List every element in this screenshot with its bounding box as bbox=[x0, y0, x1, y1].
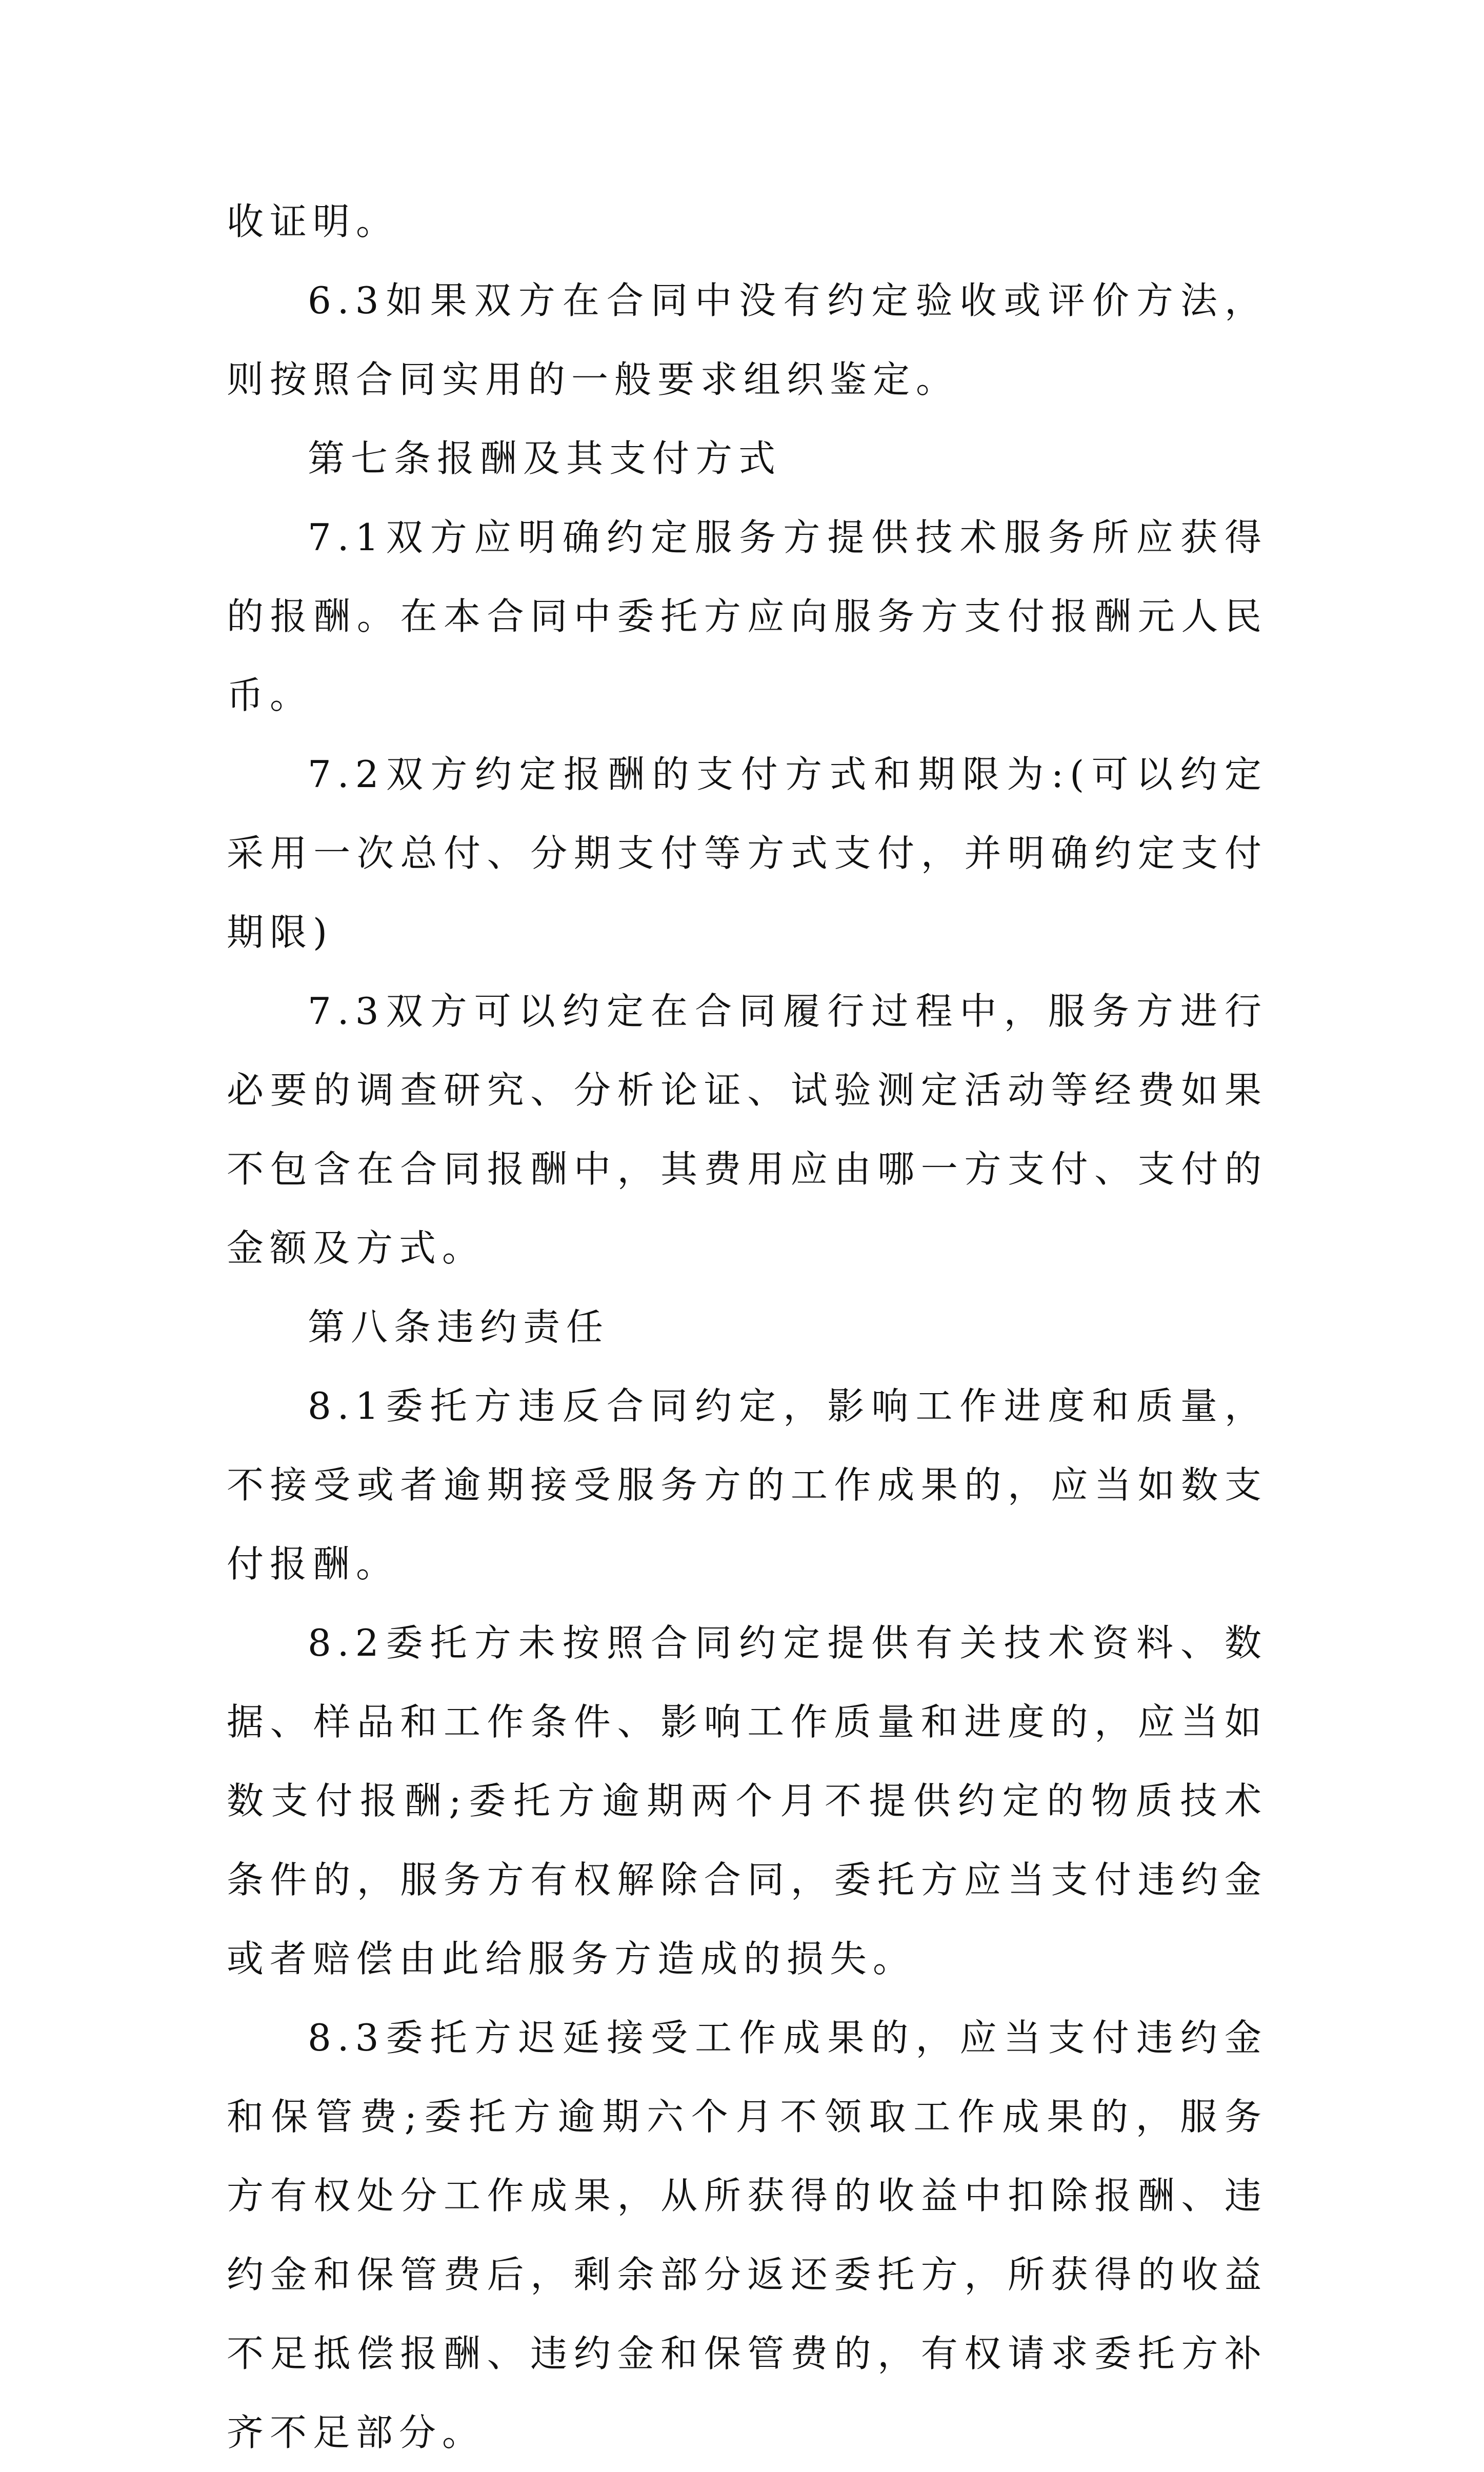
paragraph-7-2: 7.2双方约定报酬的支付方式和期限为:(可以约定采用一次总付、分期支付等方式支付，并明确约定支付期限) bbox=[227, 753, 1268, 954]
paragraph-7-1: 7.1双方应明确约定服务方提供技术服务所应获得的报酬。在本合同中委托方应向服务方支付报酬元人民币。 bbox=[227, 516, 1268, 717]
document-body bbox=[227, 182, 1268, 2472]
paragraph-8-2: 8.2委托方未按照合同约定提供有关技术资料、数据、样品和工作条件、影响工作质量和进度的，应当如数支付报酬;委托方逾期两个月不提供约定的物质技术条件的，服务方有权解除合同，委托方应当支付违约金或者赔偿由此给服务方造成的损失。 bbox=[227, 1621, 1268, 1980]
paragraph-7-3: 7.3双方可以约定在合同履行过程中，服务方进行必要的调查研究、分析论证、试验测定活动等经费如果不包含在合同报酬中，其费用应由哪一方支付、支付的金额及方式。 bbox=[227, 990, 1268, 1270]
paragraph-8-3: 8.3委托方迟延接受工作成果的，应当支付违约金和保管费;委托方逾期六个月不领取工作成果的，服务方有权处分工作成果，从所获得的收益中扣除报酬、违约金和保管费后，剩余部分返还委托方，所获得的收益不足抵偿报酬、违约金和保管费的，有权请求委托方补齐不足部分。 bbox=[227, 2016, 1268, 2454]
heading-article-8: 第八条违约责任 bbox=[308, 1305, 610, 1349]
paragraph-continuation: 收证明。 bbox=[227, 200, 399, 243]
heading-article-7: 第七条报酬及其支付方式 bbox=[308, 437, 782, 480]
paragraph-6-3: 6.3如果双方在合同中没有约定验收或评价方法，则按照合同实用的一般要求组织鉴定。 bbox=[227, 279, 1268, 401]
paragraph-8-1: 8.1委托方违反合同约定，影响工作进度和质量，不接受或者逾期接受服务方的工作成果的，应当如数支付报酬。 bbox=[227, 1384, 1268, 1585]
